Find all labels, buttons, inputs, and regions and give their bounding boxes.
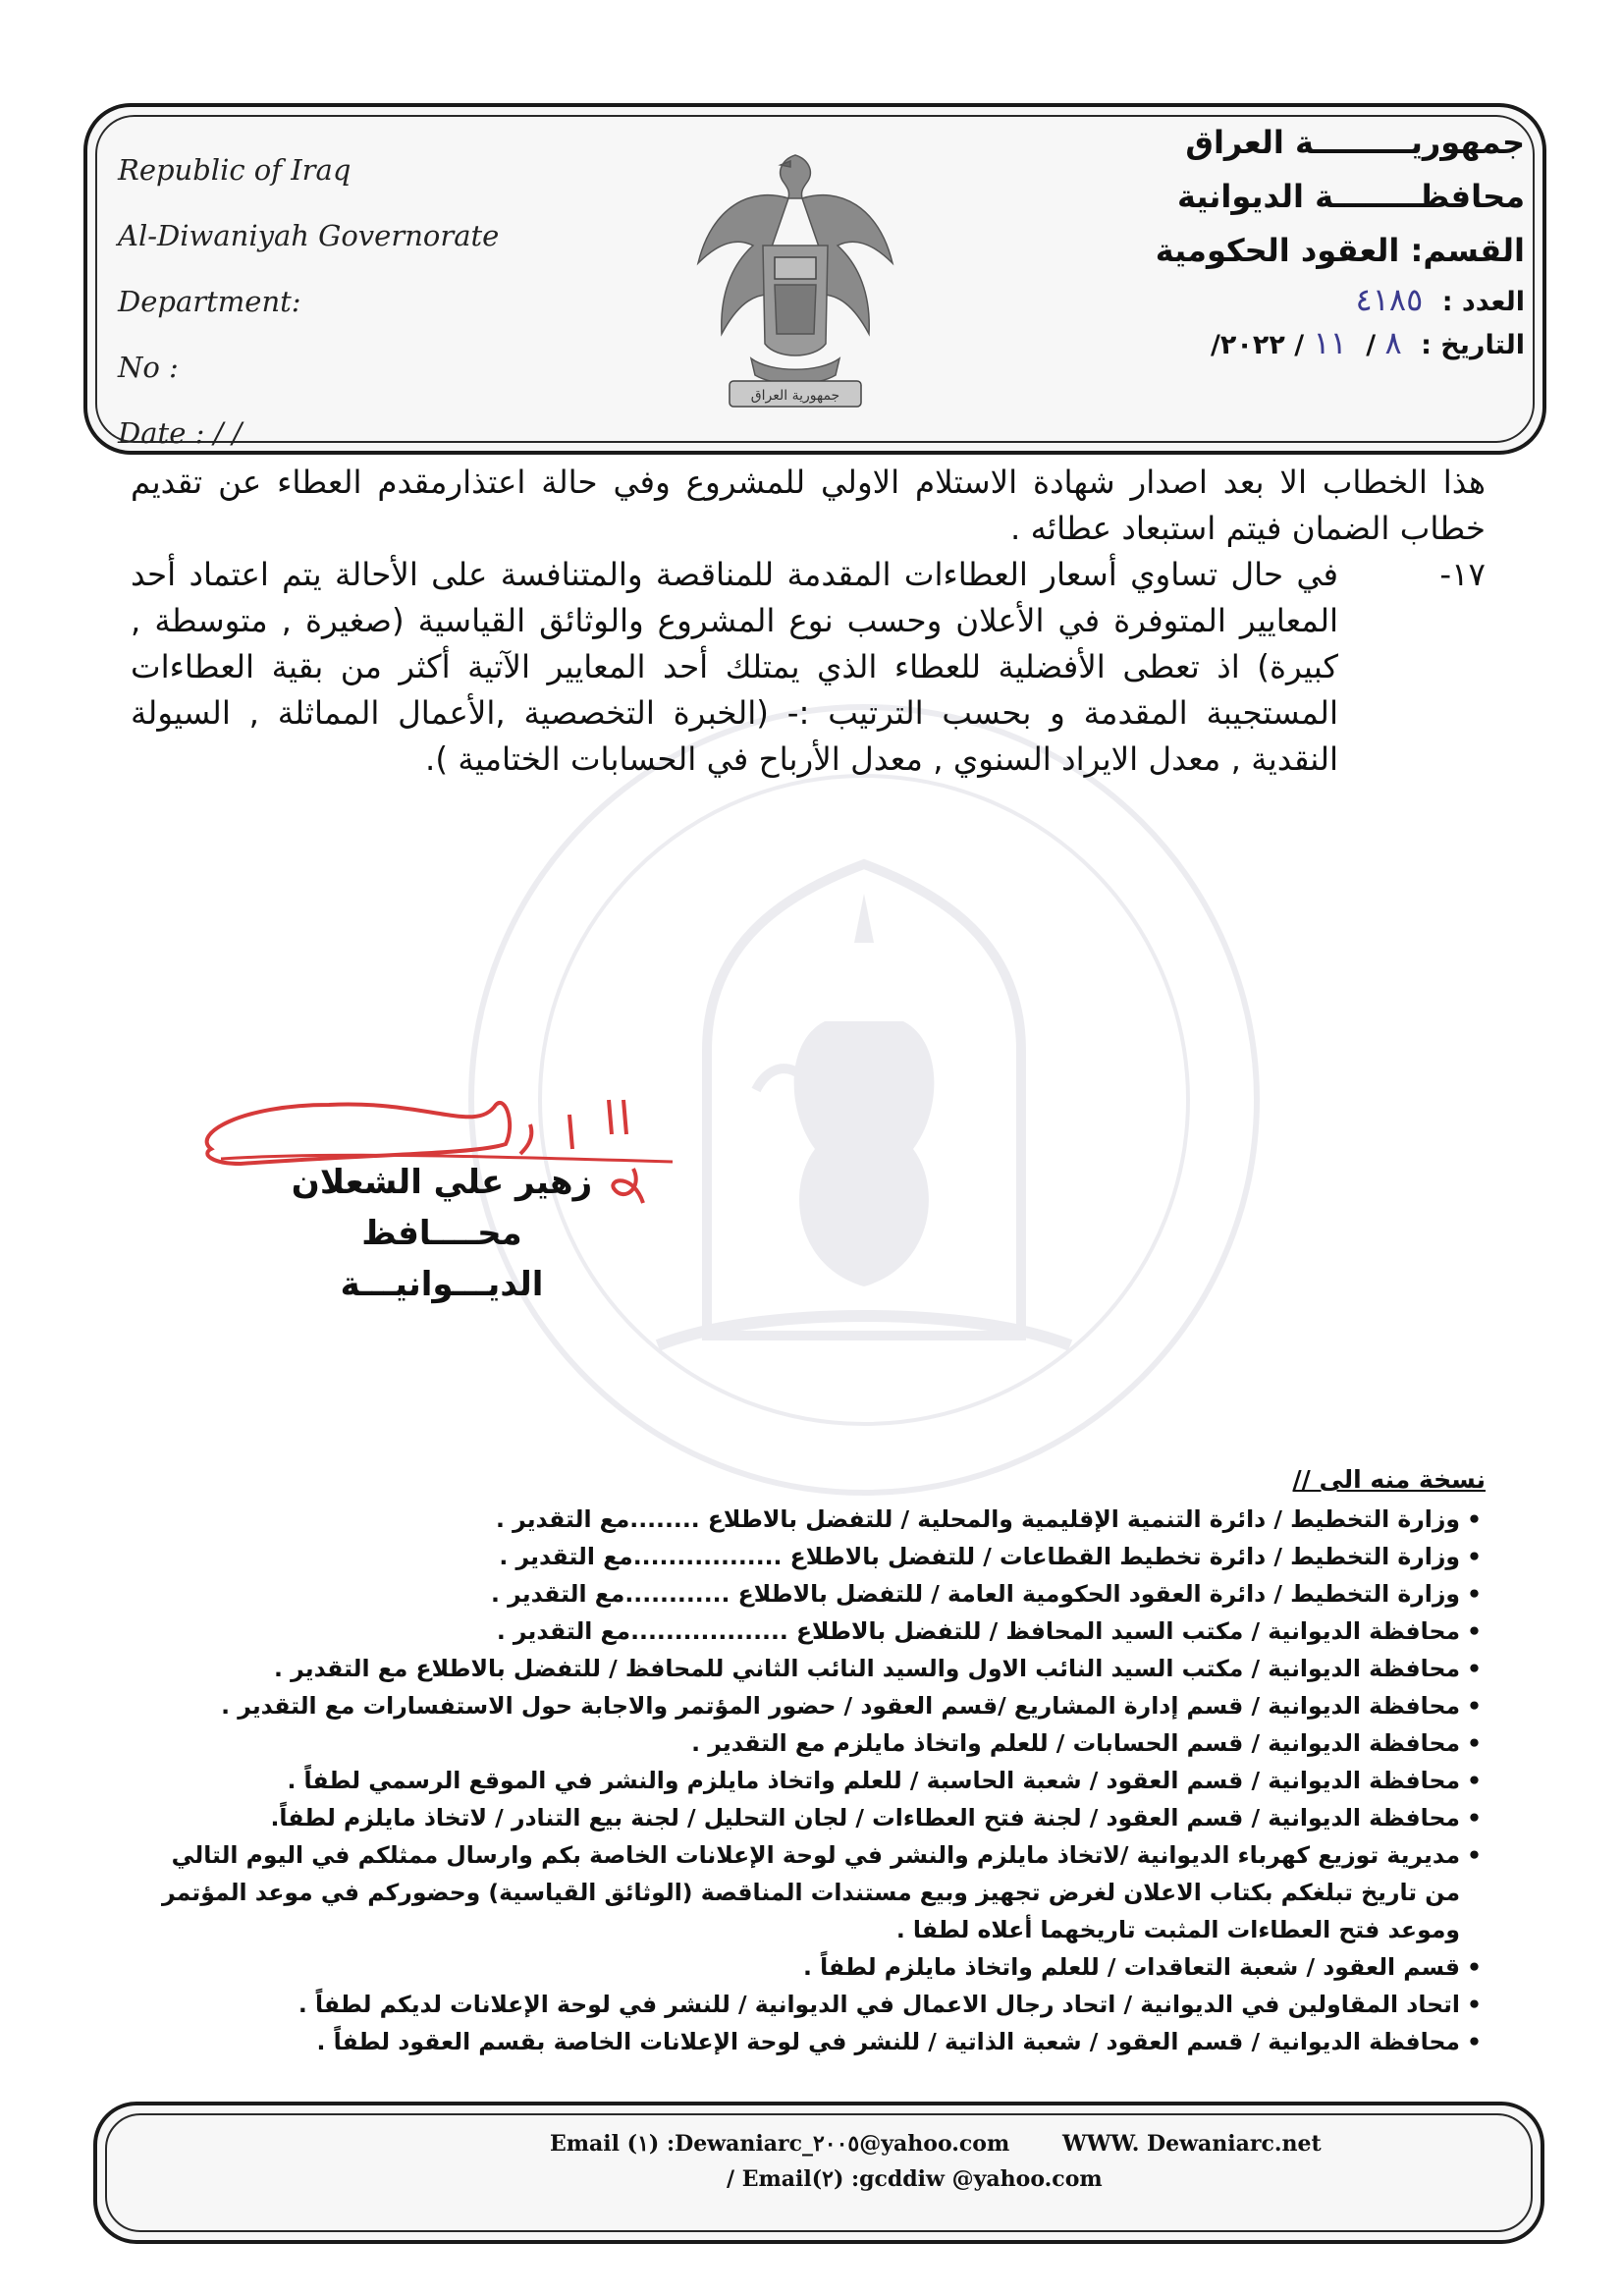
number-row: [975, 278, 1525, 321]
clause-number: ١٧-: [1439, 556, 1486, 593]
date-label-arabic: التاريخ :: [1421, 330, 1525, 360]
copies-list: [131, 1501, 1486, 2060]
copy-recipient: • محافظة الديوانية / قسم العقود / لجنة فتح العطاءات / لجان التحليل / لجنة بيع التنادر / لاتخاذ مايلزم لطفاً.: [131, 1799, 1486, 1836]
copy-recipient: • محافظة الديوانية / قسم الحسابات / للعلم واتخاذ مايلزم مع التقدير .: [131, 1724, 1486, 1762]
signatory-title: محــــافظ الديـــوانيـــة: [340, 1214, 544, 1304]
date-month: ١١: [1313, 324, 1347, 361]
copy-recipient: • محافظة الديوانية / قسم العقود / شعبة الذاتية / للنشر في لوحة الإعلانات الخاصة بقسم العقود لطفاً .: [131, 2023, 1486, 2060]
copy-recipient: • اتحاد المقاولين في الديوانية / اتحاد رجال الاعمال في الديوانية / للنشر في لوحة الإعلانات لديكم لطفاً .: [131, 1986, 1486, 2023]
copy-recipient: • وزارة التخطيط / دائرة التنمية الإقليمية والمحلية / للتفضل بالاطلاع ........مع التقدير .: [131, 1501, 1486, 1538]
footer-email-1: Email (١) :Dewaniarc_٢٠٠٥@yahoo.com: [550, 2131, 1010, 2157]
copy-recipient: • محافظة الديوانية / قسم العقود / شعبة الحاسبة / للعلم واتخاذ مايلزم والنشر في الموقع الرسمي لطفاً .: [131, 1762, 1486, 1799]
number-label-english: No :: [118, 351, 179, 384]
department-label-english: Department:: [118, 285, 301, 318]
copy-recipient: • محافظة الديوانية / مكتب السيد المحافظ / للتفضل بالاطلاع ..................مع التقدير .: [131, 1613, 1486, 1650]
footer-website: WWW. Dewaniarc.net: [1062, 2131, 1322, 2157]
signatory-name: زهير علي الشعلان: [291, 1163, 593, 1202]
department-arabic: القسم: العقود الحكومية: [1155, 232, 1525, 269]
arabic-letterhead: [975, 116, 1525, 364]
footer-email-2: / Email(٢) :gcddiw @yahoo.com: [727, 2166, 1103, 2192]
copy-recipient: • محافظة الديوانية / مكتب السيد النائب الاول والسيد النائب الثاني للمحافظ / للتفضل بالاطلاع مع التقدير .: [131, 1650, 1486, 1687]
copy-recipient: • مديرية توزيع كهرباء الديوانية /لاتخاذ مايلزم والنشر في لوحة الإعلانات الخاصة بكم وارسال ممثلكم في اليوم التالي من تاريخ تبلغكم بكتاب الاعلان لغرض تجهيز وبيع مستندات المناقصة (الوثائق القياسية) وحضوركم في موعد المؤتمر وموعد فتح العطاءات المثبت تاريخهما أعلاه لطفا .: [131, 1836, 1486, 1948]
date-year: / ٢٠٢٢/: [1211, 330, 1305, 360]
number-label-arabic: العدد :: [1441, 287, 1525, 317]
copy-recipient: • وزارة التخطيط / دائرة العقود الحكومية العامة / للتفضل بالاطلاع ............مع التقدير .: [131, 1575, 1486, 1613]
governorate-arabic: محافظــــــــة الديوانية: [1176, 178, 1525, 215]
iraq-eagle-emblem-icon: [692, 147, 898, 427]
date-day: ٨: [1384, 324, 1402, 361]
copy-recipient: • قسم العقود / شعبة التعاقدات / للعلم واتخاذ مايلزم لطفاً .: [131, 1948, 1486, 1986]
country-english: Republic of Iraq: [118, 153, 352, 187]
clause-text: في حال تساوي أسعار العطاءات المقدمة للمناقصة والمتنافسة على الأحالة يتم اعتماد أحد المعايير المتوفرة في الأعلان وحسب نوع المشروع والوثائق القياسية (صغيرة , متوسطة , كبيرة) اذ تعطى الأفضلية للعطاء الذي يمتلك أحد المعايير الآتية أكثر من بقية العطاءات المستجيبة المقدمة و بحسب الترتيب :- (الخبرة التخصصية ,الأعمال المماثلة , السيولة النقدية , معدل الايراد السنوي , معدل الأرباح في الحسابات الختامية ).: [131, 556, 1338, 778]
english-letterhead: [118, 137, 569, 466]
copy-recipient: • وزارة التخطيط / دائرة تخطيط القطاعات / للتفضل بالاطلاع .................مع التقدير .: [131, 1538, 1486, 1575]
clause-17: [131, 552, 1486, 783]
date-row: التاريخ : ٨ / ١١ / ٢٠٢٢/: [1211, 324, 1525, 361]
country-arabic: جمهوريـــــــــة العراق: [1185, 124, 1525, 161]
copies-to-section: [131, 1461, 1486, 2060]
letter-body: [131, 460, 1486, 783]
date-label-english: Date : / /: [118, 416, 243, 450]
signatory-block: [285, 1157, 599, 1310]
document-number: ٤١٨٥: [1355, 281, 1424, 318]
continuation-paragraph: هذا الخطاب الا بعد اصدار شهادة الاستلام الاولي للمشروع وفي حالة اعتذارمقدم العطاء عن تقديم خطاب الضمان فيتم استبعاد عطائه .: [131, 464, 1486, 547]
governorate-english: Al-Diwaniyah Governorate: [118, 219, 500, 252]
copies-heading: نسخة منه الى //: [1292, 1465, 1486, 1494]
copy-recipient: • محافظة الديوانية / قسم إدارة المشاريع /قسم العقود / حضور المؤتمر والاجابة حول الاستفسارات مع التقدير .: [131, 1687, 1486, 1724]
emblem-banner-text: جمهورية العراق: [750, 388, 840, 404]
